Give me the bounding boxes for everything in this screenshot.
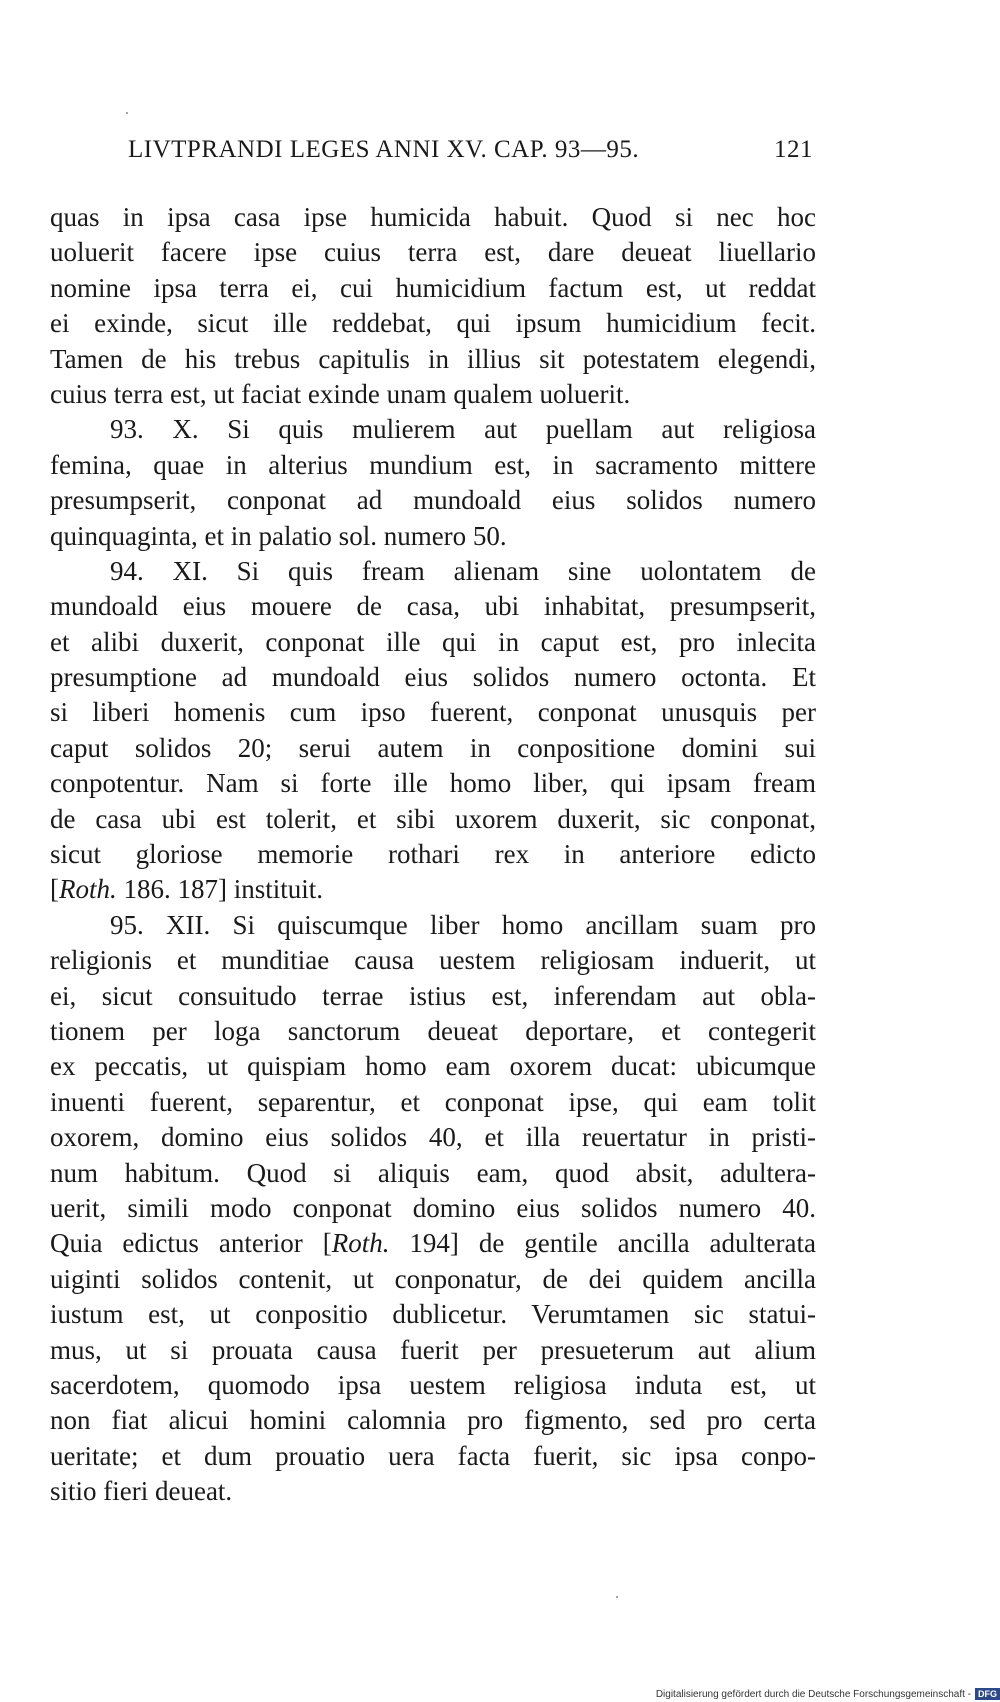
text-line: inuenti fuerent, separentur, et conponat ipse, qui eam tolit [50,1086,816,1117]
text-line: Tamen de his trebus capitulis in illius sit potestatem elegendi, [50,343,816,374]
text-line: ueritate; et dum prouatio uera facta fuerit, sic ipsa conpo- [50,1440,816,1471]
text-line: non fiat alicui homini calomnia pro figmento, sed pro certa [50,1405,816,1436]
text-line: quinquaginta, et in palatio sol. numero 50. [50,520,507,551]
text-line: uerit, simili modo conponat domino eius solidos numero 40. [50,1192,816,1223]
page-number: 121 [774,136,813,163]
text-line: num habitum. Quod si aliquis eam, quod absit, adultera- [50,1157,816,1188]
text-line: iustum est, ut conpositio dublicetur. Verumtamen sic statui- [50,1299,816,1330]
text-line: si liberi homenis cum ipso fuerent, conponat unusquis per [50,697,816,728]
text-line: tionem per loga sanctorum deueat deportare, et contegerit [50,1015,816,1046]
text-line-citation: [Roth. 186. 187] instituit. [50,874,324,905]
text-line: conpotentur. Nam si forte ille homo liber, qui ipsam fream [50,768,816,799]
chapter-93-line: 93. X. Si quis mulierem aut puellam aut religiosa [110,414,816,445]
body-text [50,200,816,1509]
text-line: uoluerit facere ipse cuius terra est, dare deueat liuellario [50,237,816,268]
text-line: ex peccatis, ut quispiam homo eam oxorem ducat: ubicumque [50,1051,816,1082]
citation-abbrev: Roth. [331,1228,390,1259]
running-head [128,136,813,176]
paper-speck [616,1596,618,1598]
text-line: uiginti solidos contenit, ut conponatur, de dei quidem ancilla [50,1263,816,1294]
text-line: femina, quae in alterius mundium est, in sacramento mittere [50,449,816,480]
text-line: oxorem, domino eius solidos 40, et illa reuertatur in pristi- [50,1122,816,1153]
text-line: cuius terra est, ut faciat exinde unam qualem uoluerit. [50,378,631,409]
chapter-95-line: 95. XII. Si quiscumque liber homo ancillam suam pro [110,909,816,940]
text-line: sitio fieri deueat. [50,1476,233,1507]
text-line: religionis et munditiae causa uestem religiosam induerit, ut [50,945,816,976]
text-line: et alibi duxerit, conponat ille qui in caput est, pro inlecita [50,626,816,657]
text-line: quas in ipsa casa ipse humicida habuit. Quod si nec hoc [50,202,816,232]
dfg-logo: DFG [975,1688,1000,1700]
text-line: mundoald eius mouere de casa, ubi inhabitat, presumpserit, [50,591,816,622]
text-line: ei exinde, sicut ille reddebat, qui ipsum humicidium fecit. [50,308,816,339]
text-line: nomine ipsa terra ei, cui humicidium factum est, ut reddat [50,272,816,303]
text-line: presumpserit, conponat ad mundoald eius solidos numero [50,485,816,516]
text-line: presumptione ad mundoald eius solidos numero octonta. Et [50,662,816,693]
text-line: sacerdotem, quomodo ipsa uestem religiosa induta est, ut [50,1369,816,1400]
text-line: caput solidos 20; serui autem in conpositione domini sui [50,732,816,763]
text-line: mus, ut si prouata causa fuerit per presueterum aut alium [50,1334,816,1365]
digitization-footer [606,1686,1000,1702]
paper-speck [126,112,128,114]
text-line-citation: Quia edictus anterior [Roth. 194] de gentile ancilla adulterata [50,1228,816,1259]
digitization-note: Digitalisierung gefördert durch die Deutsche Forschungsgemeinschaft - [655,1688,971,1700]
running-title: LIVTPRANDI LEGES ANNI XV. CAP. 93—95. [128,136,640,163]
citation-abbrev: Roth. [59,874,117,905]
text-line: sicut gloriose memorie rothari rex in anteriore edicto [50,839,816,870]
text-line: ei, sicut consuitudo terrae istius est, inferendam aut obla- [50,980,816,1011]
chapter-94-line: 94. XI. Si quis fream alienam sine uolontatem de [110,555,816,586]
text-line: de casa ubi est tolerit, et sibi uxorem duxerit, sic conponat, [50,803,816,834]
